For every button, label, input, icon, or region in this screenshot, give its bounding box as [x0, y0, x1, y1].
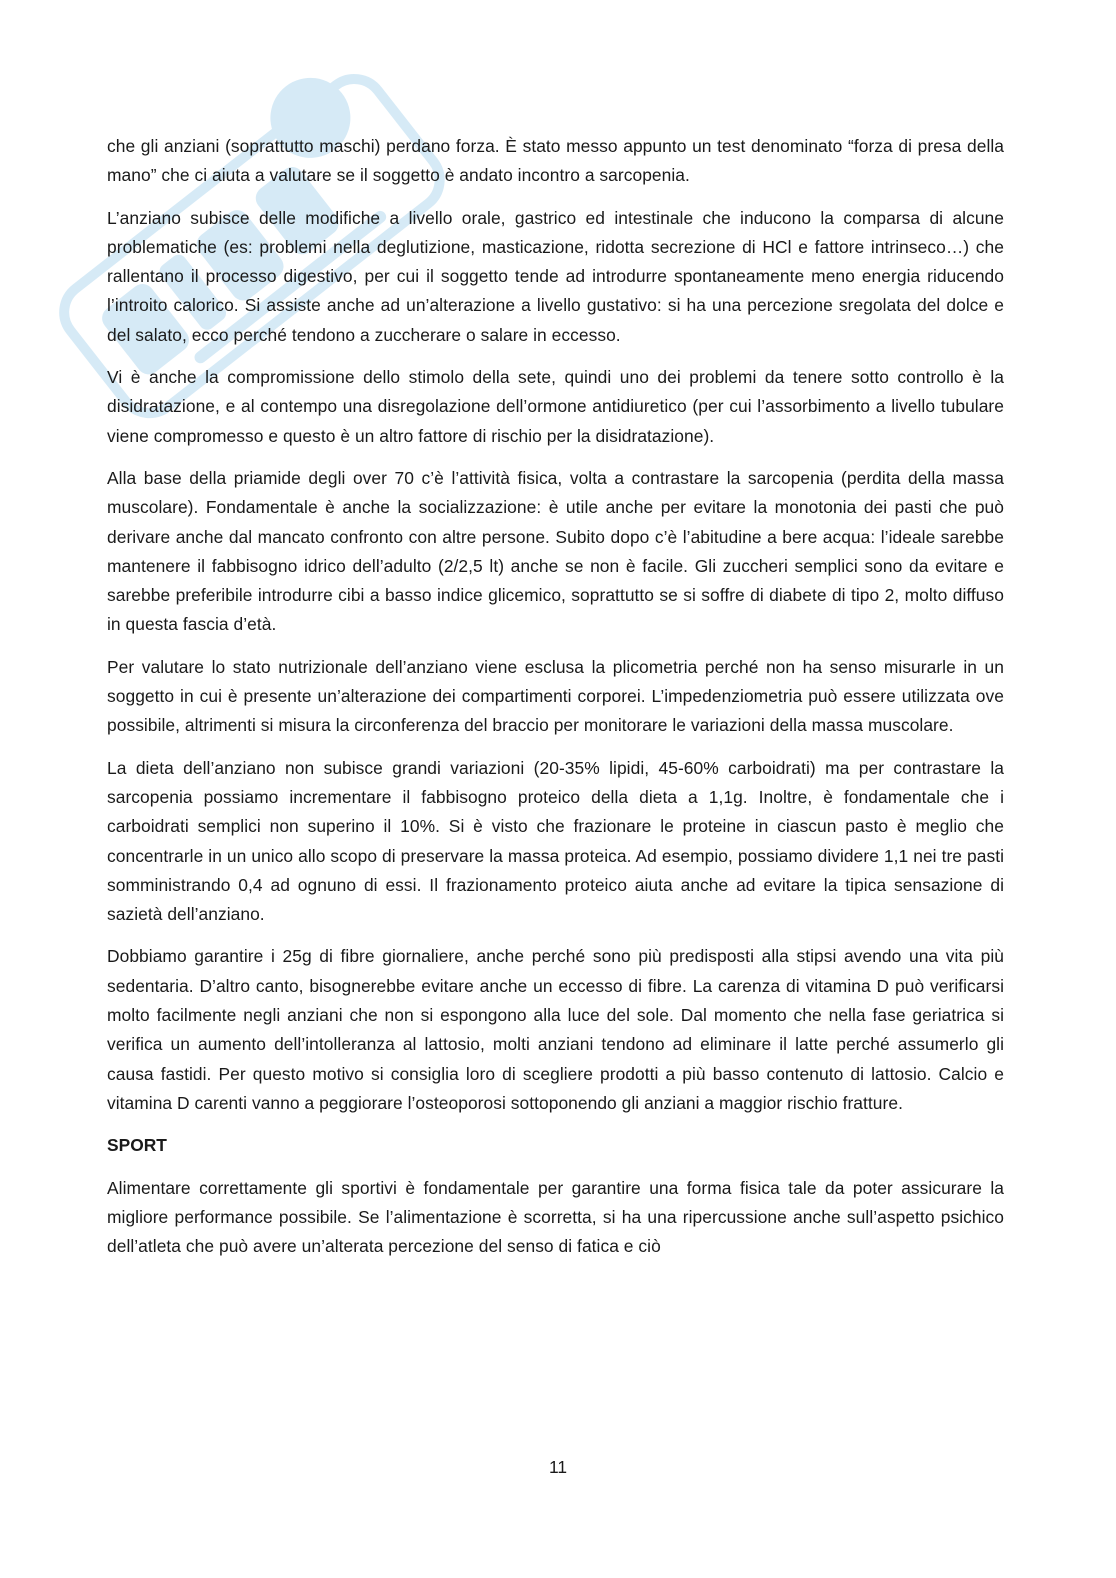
paragraph-diet-composition: La dieta dell’anziano non subisce grandi variazioni (20-35% lipidi, 45-60% carboidrati) ma per contrastare la sarcopenia possiamo incrementare il fabbisogno proteico della dieta a 1,1g. Inoltre, è fondamentale che i carboidrati semplici non superino il 10%. Si è visto che frazionare le proteine in ciascun pasto è meglio che concentrarle in un unico allo scopo di preservare la massa proteica. Ad esempio, possiamo dividere 1,1 nei tre pasti somministrando 0,4 ad ognuno di essi. Il frazionamento proteico aiuta anche ad evitare la tipica sensazione di sazietà dell’anziano.	[107, 757, 1004, 925]
paragraph-digestive-changes: L’anziano subisce delle modifiche a livello orale, gastrico ed intestinale che inducono la comparsa di alcune problematiche (es: problemi nella deglutizione, masticazione, ridotta secrezione di HCl e fattore intrinseco…) che rallentano il processo digestivo, per cui il soggetto tende ad introdurre spontaneamente meno energia riducendo l’introito calorico. Si assiste anche ad un’alterazione a livello gustativo: si ha una percezione sregolata del dolce e del salato, ecco perché tendono a zuccherare o salare in eccesso.	[107, 207, 1004, 345]
page-body	[107, 132, 1004, 1274]
paragraph-sarcopenia-intro: che gli anziani (soprattutto maschi) perdano forza. È stato messo appunto un test denominato “forza di presa della mano” che ci aiuta a valutare se il soggetto è andato incontro a sarcopenia.	[107, 136, 1004, 186]
paragraph-sport-intro: Alimentare correttamente gli sportivi è fondamentale per garantire una forma fisica tale da poter assicurare la migliore performance possibile. Se l’alimentazione è scorretta, si ha una ripercussione anche sull’aspetto psichico dell’atleta che può avere un’alterata percezione del senso di fatica e ciò	[107, 1177, 1004, 1257]
page-number: 11	[548, 1457, 568, 1477]
paragraph-fiber-vitamin-d: Dobbiamo garantire i 25g di fibre giornaliere, anche perché sono più predisposti alla stipsi avendo una vita più sedentaria. D’altro canto, bisognerebbe evitare anche un eccesso di fibre. La carenza di vitamina D può verificarsi molto facilmente negli anziani che non si espongono alla luce del sole. Dal momento che nella fase geriatrica si verifica un aumento dell’intolleranza al lattosio, molti anziani tendono ad eliminare il latte perché assumerlo gli causa fastidi. Per questo motivo si consiglia loro di scegliere prodotti a più basso contenuto di lattosio. Calcio e vitamina D carenti vanno a peggiorare l’osteoporosi sottoponendo gli anziani a maggior rischio fratture.	[107, 946, 1004, 1113]
paragraph-dehydration: Vi è anche la compromissione dello stimolo della sete, quindi uno dei problemi da tenere sotto controllo è la disidratazione, e al contempo una disregolazione dell’ormone antidiuretico (per cui l’assorbimento a livello tubulare viene compromesso e questo è un altro fattore di rischio per la disidratazione).	[107, 367, 1004, 446]
section-heading-sport: SPORT	[107, 1135, 167, 1156]
paragraph-nutritional-assessment: Per valutare lo stato nutrizionale dell’anziano viene esclusa la plicometria perché non ha senso misurarle in un soggetto in cui è presente un’alterazione dei compartimenti corporei. L’impedenziometria può essere utilizzata ove possibile, altrimenti si misura la circonferenza del braccio per monitorare le variazioni della massa muscolare.	[107, 656, 1004, 736]
paragraph-food-pyramid: Alla base della priamide degli over 70 c’è l’attività fisica, volta a contrastare la sarcopenia (perdita della massa muscolare). Fondamentale è anche la socializzazione: è utile anche per evitare la monotonia dei pasti che può derivare anche dal mancato confronto con altre persone. Subito dopo c’è l’abitudine a bere acqua: l’ideale sarebbe mantenere il fabbisogno idrico dell’adulto (2/2,5 lt) anche se non è facile. Gli zuccheri semplici sono da evitare e sarebbe preferibile introdurre cibi a basso indice glicemico, soprattutto se si soffre di diabete di tipo 2, molto diffuso in questa fascia d’età.	[107, 467, 1004, 635]
